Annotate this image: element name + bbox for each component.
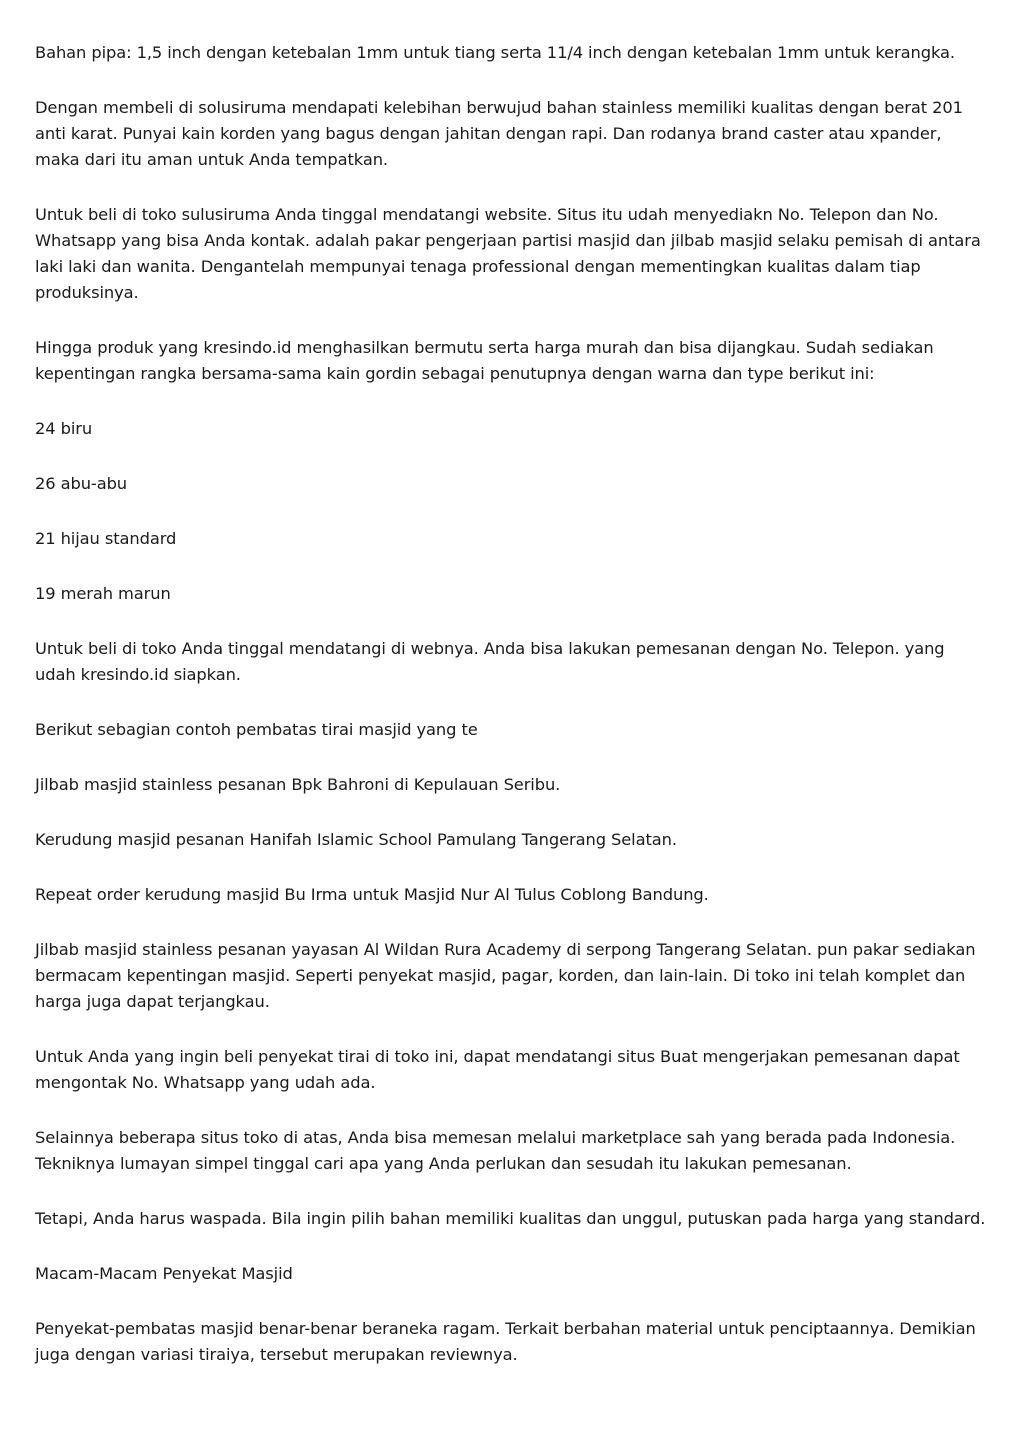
color-item-green: 21 hijau standard [35, 529, 177, 548]
paragraph-buy-sulusiruma: Untuk beli di toko sulusiruma Anda tinggal mendatangi website. Situs itu udah menyediakn No. Telepon dan No. Whatsapp yang bisa Anda kontak. adalah pakar pengerjaan partisi masjid dan jilbab masjid selaku pemisah di antara laki laki dan wanita. Dengantelah mempunyai tenaga professional dengan mementingkan kualitas dalam tiap produksinya. [35, 205, 981, 302]
paragraph-penyekat-variety: Penyekat-pembatas masjid benar-benar beraneka ragam. Terkait berbahan material untuk penciptaannya. Demikian juga dengan variasi tiraiya, tersebut merupakan reviewnya. [35, 1319, 976, 1364]
example-item-hanifah: Kerudung masjid pesanan Hanifah Islamic School Pamulang Tangerang Selatan. [35, 830, 677, 849]
color-item-blue: 24 biru [35, 419, 93, 438]
section-heading-macam-penyekat: Macam-Macam Penyekat Masjid [35, 1264, 293, 1283]
paragraph-buy-kresindo: Untuk beli di toko Anda tinggal mendatangi di webnya. Anda bisa lakukan pemesanan dengan No. Telepon. yang udah kresindo.id siapkan. [35, 639, 945, 684]
paragraph-kresindo-products: Hingga produk yang kresindo.id menghasilkan bermutu serta harga murah dan bisa dijangkau. Sudah sediakan kepentingan rangka bersama-sama kain gordin sebagai penutupnya dengan warna dan type berikut ini: [35, 338, 934, 383]
paragraph-marketplace: Selainnya beberapa situs toko di atas, Anda bisa memesan melalui marketplace sah yang berada pada Indonesia. Tekniknya lumayan simpel tinggal cari apa yang Anda perlukan dan sesudah itu lakukan pemesanan. [35, 1128, 956, 1173]
example-item-bahroni: Jilbab masjid stainless pesanan Bpk Bahroni di Kepulauan Seribu. [35, 775, 561, 794]
example-item-al-wildan: Jilbab masjid stainless pesanan yayasan Al Wildan Rura Academy di serpong Tangerang Selatan. pun pakar sediakan bermacam kepentingan masjid. Seperti penyekat masjid, pagar, korden, dan lain-lain. Di toko ini telah komplet dan harga juga dapat terjangkau. [35, 940, 976, 1011]
document-page [35, 40, 990, 1397]
paragraph-examples-intro: Berikut sebagian contoh pembatas tirai masjid yang te [35, 720, 478, 739]
example-item-irma: Repeat order kerudung masjid Bu Irma untuk Masjid Nur Al Tulus Coblong Bandung. [35, 885, 709, 904]
color-item-maroon: 19 merah marun [35, 584, 171, 603]
paragraph-caution: Tetapi, Anda harus waspada. Bila ingin pilih bahan memiliki kualitas dan unggul, putuskan pada harga yang standard. [35, 1209, 986, 1228]
color-item-grey: 26 abu-abu [35, 474, 128, 493]
paragraph-order-whatsapp: Untuk Anda yang ingin beli penyekat tirai di toko ini, dapat mendatangi situs Buat mengerjakan pemesanan dapat mengontak No. Whatsapp yang udah ada. [35, 1047, 960, 1092]
paragraph-solusiruma-benefits: Dengan membeli di solusiruma mendapati kelebihan berwujud bahan stainless memiliki kualitas dengan berat 201 anti karat. Punyai kain korden yang bagus dengan jahitan dengan rapi. Dan rodanya brand caster atau xpander, maka dari itu aman untuk Anda tempatkan. [35, 98, 963, 169]
paragraph-pipe-material: Bahan pipa: 1,5 inch dengan ketebalan 1mm untuk tiang serta 11/4 inch dengan ketebalan 1mm untuk kerangka. [35, 43, 955, 62]
